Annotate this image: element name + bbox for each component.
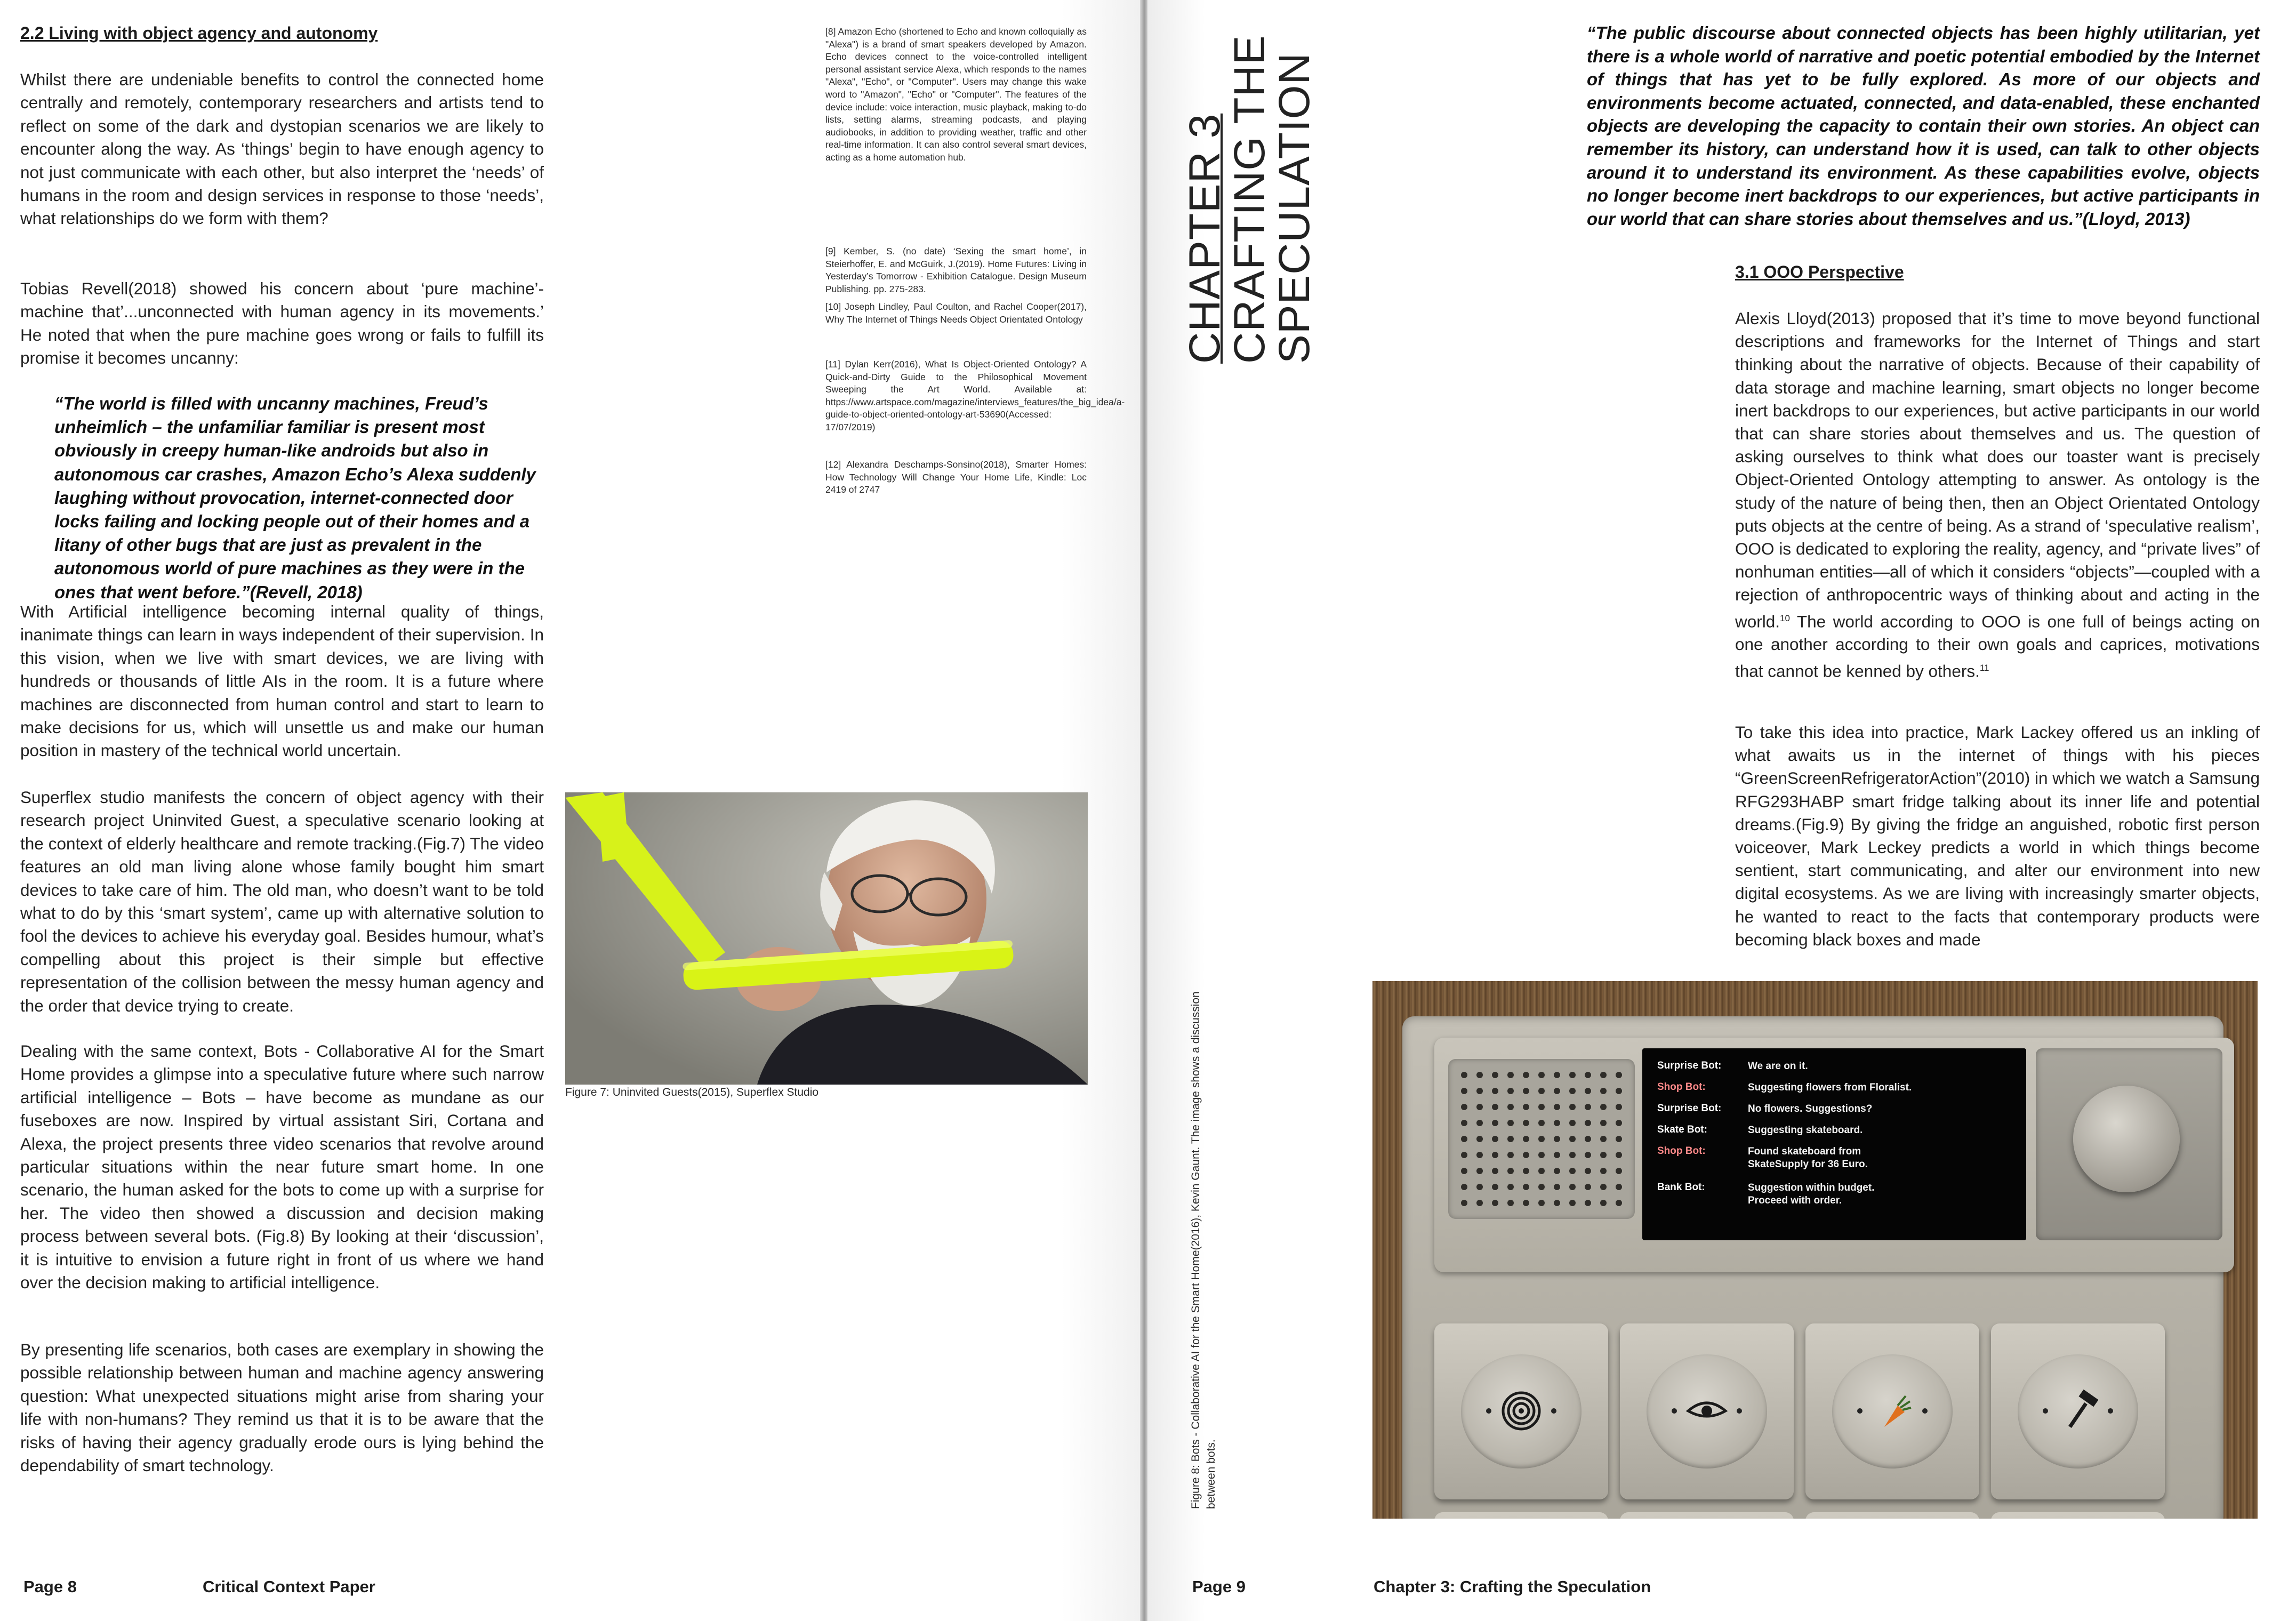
footnote-9: [9] Kember, S. (no date) ‘Sexing the smart home’, in Steierhoffer, E. and McGuirk, J.(2019). Home Futures: Living in Yesterday’s Tomorrow - Exhibition Catalogue. Design Museum Publishing. pp. 275-283. (825, 246, 1087, 294)
speaker-hole (1585, 1104, 1591, 1110)
speaker-hole (1600, 1200, 1607, 1206)
device-button-hammer (1991, 1323, 2165, 1499)
bot-message: Found skateboard from SkateSupply for 36 Euro. (1748, 1146, 1868, 1170)
device-button-eye (1620, 1323, 1794, 1499)
revell-quote: “The world is filled with uncanny machines, Freud’s unheimlich – the unfamiliar familiar is present most obviously in creepy human-like androids but also in autonomous car crashes, Amazon Echo’s Alexa suddenly laughing without provocation, internet-connected door locks failing and locking people out of their homes and a litany of other bugs that are just as prevalent in the autonomous world of pure machines as they were in the ones that went before.”(Revell, 2018) (54, 394, 536, 602)
bot-message: No flowers. Suggestions? (1748, 1103, 1873, 1114)
speaker-hole (1476, 1152, 1483, 1158)
paragraph-intro: Whilst there are undeniable benefits to control the connected home centrally and remotely, contemporary researchers and artists tend to reflect on some of the dark and dystopian scenarios we are likely to encounter along the way. As ‘things’ begin to have enough agency to not just communicate with each other, but also interpret the ‘needs’ of humans in the room and design services in response to those ‘needs’, what relationships do we form with them? (20, 70, 544, 228)
speaker-hole (1492, 1088, 1498, 1094)
speaker-hole (1554, 1088, 1560, 1094)
chapter-title-line-1: CHAPTER 3 (1181, 113, 1229, 364)
speaker-hole (1523, 1200, 1529, 1206)
speaker-hole (1492, 1184, 1498, 1190)
section-heading-2-2: 2.2 Living with object agency and autonomy (20, 23, 378, 43)
speaker-hole (1569, 1184, 1576, 1190)
bot-name: Shop Bot: (1657, 1145, 1706, 1157)
figure-8-caption (1188, 976, 1231, 1509)
speaker-hole (1600, 1120, 1607, 1126)
speaker-hole (1538, 1152, 1545, 1158)
figure-8-caption-text: Figure 8: Bots - Collaborative AI for the Smart Home(2016), Kevin Gaunt. The image shows a discussion between bots. (1190, 991, 1217, 1509)
chapter-title (1181, 22, 1319, 364)
footnote-ref-10: 10 (1780, 613, 1790, 623)
speaker-hole (1492, 1168, 1498, 1174)
speaker-hole (1476, 1184, 1483, 1190)
device-button-carrot (1805, 1323, 1979, 1499)
speaker-hole (1492, 1072, 1498, 1078)
speaker-hole (1616, 1152, 1622, 1158)
speaker-hole (1616, 1184, 1622, 1190)
speaker-hole (1616, 1120, 1622, 1126)
speaker-hole (1616, 1168, 1622, 1174)
paragraph-conclusion: By presenting life scenarios, both cases are exemplary in showing the possible relationship between human and machine agency answering question: What unexpected situations might arise from sharing your life with non-humans? They remind us that it is to be aware that the risks of having their agency gradually erode ours is lying behind the dependability of smart technology. (20, 1340, 544, 1475)
left-page (0, 0, 1141, 1621)
speaker-hole (1538, 1120, 1545, 1126)
speaker-hole (1569, 1072, 1576, 1078)
device-button-lower (1805, 1512, 1979, 1519)
speaker-hole (1507, 1184, 1514, 1190)
speaker-hole (1538, 1184, 1545, 1190)
figure-8-photo (1372, 981, 2258, 1519)
speaker-hole (1554, 1072, 1560, 1078)
speaker-hole (1600, 1088, 1607, 1094)
speaker-hole (1461, 1072, 1467, 1078)
speaker-hole (1507, 1200, 1514, 1206)
speaker-hole (1585, 1152, 1591, 1158)
speaker-hole (1476, 1168, 1483, 1174)
device-top-module (1434, 1038, 2234, 1272)
speaker-hole (1492, 1120, 1498, 1126)
speaker-hole (1600, 1168, 1607, 1174)
speaker-hole (1492, 1152, 1498, 1158)
speaker-hole (1461, 1184, 1467, 1190)
speaker-hole (1585, 1200, 1591, 1206)
speaker-hole (1476, 1088, 1483, 1094)
bot-name: Shop Bot: (1657, 1081, 1706, 1093)
section-heading-3-1: 3.1 OOO Perspective (1735, 262, 1904, 282)
hammer-icon (2033, 1368, 2123, 1454)
speaker-hole (1538, 1200, 1545, 1206)
speaker-hole (1600, 1136, 1607, 1142)
speaker-hole (1554, 1168, 1560, 1174)
speaker-hole (1538, 1072, 1545, 1078)
speaker-dots (1448, 1059, 1635, 1219)
speaker-hole (1523, 1136, 1529, 1142)
speaker-hole (1507, 1152, 1514, 1158)
paragraph-superflex: Superflex studio manifests the concern of object agency with their research project Uninvited Guest, a speculative scenario looking at the context of elderly healthcare and remote tracking.(Fig.7) The video features an old man living alone whose family bought him smart devices to take care of him. The old man, who doesn’t want to be told what to do by this ‘smart system’, came up with alternative solution to fool the devices to achieve his everyday goal. Besides humour, what’s compelling about this project is their simple but effective representation of the collision between the messy human agency and the order that device trying to create. (20, 788, 544, 1015)
speaker-hole (1554, 1184, 1560, 1190)
speaker-hole (1585, 1168, 1591, 1174)
speaker-hole (1554, 1120, 1560, 1126)
speaker-hole (1600, 1152, 1607, 1158)
spiral-icon (1476, 1368, 1567, 1454)
speaker-hole (1461, 1088, 1467, 1094)
speaker-hole (1600, 1184, 1607, 1190)
speaker-hole (1523, 1104, 1529, 1110)
paragraph-ooo-text-cont: The world according to OOO is one full of beings acting on one another according to their own goals and caprices, motivations that cannot be kenned by others. (1735, 612, 2260, 681)
lloyd-quote: “The public discourse about connected objects has been highly utilitarian, yet there is a whole world of narrative and poetic potential embodied by the Internet of things that has yet to be fully explored. As more of our objects and environments become actuated, connected, and data-enabled, these enchanted objects are developing the capacity to contain their own stories. An object can remember its history, can understand how it is used, can talk to other objects around it to understand its environment. As these capabilities evolve, objects no longer become inert backdrops to our experiences, but active participants in our world that can share stories about themselves and us.”(Lloyd, 2013) (1587, 23, 2260, 229)
paragraph-leckey: To take this idea into practice, Mark Lackey offered us an inkling of what awaits us in the internet of things with his pieces “GreenScreenRefrigeratorAction”(2010) in which we watch a Samsung RFG293HABP smart fridge talking about its inner life and potential dreams.(Fig.9) By giving the fridge an anguished, robotic first person voiceover, Mark Leckey predicts a world in which things become sentient, start communicating, and alter our environment into new digital ecosystems. As we are living with increasingly smarter objects, he wanted to react to the facts that contemporary products were becoming black boxes and made (1735, 723, 2260, 949)
speaker-hole (1523, 1152, 1529, 1158)
bot-name: Surprise Bot: (1657, 1060, 1722, 1071)
chapter-title-line-2: CRAFTING THE (1225, 35, 1274, 364)
speaker-hole (1492, 1136, 1498, 1142)
speaker-hole (1507, 1072, 1514, 1078)
dial-knob-icon (2073, 1086, 2180, 1192)
speaker-hole (1461, 1152, 1467, 1158)
speaker-hole (1569, 1152, 1576, 1158)
paragraph-revell: Tobias Revell(2018) showed his concern about ‘pure machine’- machine that’...unconnected with human agency in its movements.’ He noted that when the pure machine goes wrong or fails to fulfill its promise it becomes uncanny: (20, 279, 544, 368)
speaker-hole (1585, 1072, 1591, 1078)
speaker-hole (1523, 1072, 1529, 1078)
speaker-hole (1554, 1200, 1560, 1206)
paragraph-ai: With Artificial intelligence becoming internal quality of things, inanimate things can learn in ways independent of their supervision. In this vision, when we live with smart devices, we are living with hundreds or thousands of little AIs in the room. It is a future where machines are disconnected from human control and start to learn to make decisions for us, which will unsettle us and make our human position in mastery of the technical world uncertain. (20, 602, 544, 760)
speaker-hole (1538, 1168, 1545, 1174)
speaker-hole (1569, 1104, 1576, 1110)
speaker-hole (1554, 1104, 1560, 1110)
device-button-lower (1991, 1512, 2165, 1519)
chapter-title-line-3: SPECULATION (1270, 52, 1319, 364)
speaker-hole (1476, 1104, 1483, 1110)
speaker-hole (1569, 1136, 1576, 1142)
speaker-hole (1476, 1072, 1483, 1078)
speaker-grille-icon (1448, 1059, 1635, 1219)
speaker-hole (1569, 1120, 1576, 1126)
speaker-hole (1569, 1088, 1576, 1094)
speaker-hole (1492, 1200, 1498, 1206)
bot-chat-screen (1642, 1048, 2026, 1240)
bot-message: Suggesting flowers from Floralist. (1748, 1082, 1912, 1093)
bot-name: Surprise Bot: (1657, 1103, 1722, 1114)
paragraph-ooo-text: Alexis Lloyd(2013) proposed that it’s time to move beyond functional descriptions and frameworks for the Internet of Things and start thinking about the narrative of objects. Because of their capability of data storage and machine learning, smart objects no longer become inert backdrops to our experiences, but active participants in our world that can share stories about themselves and us. The question of asking ourselves to think what does our toaster want is precisely Object-Oriented Ontology attempting to answer. As ontology is the study of the nature of being then, then an Object Orientated Ontology puts objects at the centre of being. As a strand of ‘speculative realism’, OOO is dedicated to exploring the reality, agency, and “private lives” of nonhuman entities—all of which it considers “objects”—coupled with a rejection of anthropocentric ways of thinking about and acting in the world. (1735, 309, 2260, 631)
speaker-hole (1523, 1088, 1529, 1094)
speaker-hole (1507, 1088, 1514, 1094)
footer-title: Critical Context Paper (203, 1577, 375, 1596)
device-button-lower (1434, 1512, 1608, 1519)
bots-device (1402, 1016, 2223, 1519)
speaker-hole (1507, 1120, 1514, 1126)
speaker-hole (1616, 1088, 1622, 1094)
speaker-hole (1569, 1200, 1576, 1206)
speaker-hole (1461, 1104, 1467, 1110)
bot-message: We are on it. (1748, 1061, 1808, 1072)
speaker-hole (1461, 1168, 1467, 1174)
device-button-spiral (1434, 1323, 1608, 1499)
footnote-11: [11] Dylan Kerr(2016), What Is Object-Oriented Ontology? A Quick-and-Dirty Guide to the Philosophical Movement Sweeping the Art World. Available at: https://www.artspace.com/magazine/interviews_features/the_big_idea/a-guide-to-object-oriented-ontology-art-53690(Accessed: 17/07/2019) (825, 359, 1125, 432)
speaker-hole (1476, 1200, 1483, 1206)
bot-name: Bank Bot: (1657, 1182, 1705, 1193)
footer-page-number-right: Page 9 (1192, 1577, 1246, 1596)
speaker-hole (1461, 1120, 1467, 1126)
carrot-icon (1847, 1368, 1938, 1454)
footnote-8: [8] Amazon Echo (shortened to Echo and known colloquially as "Alexa") is a brand of smart speakers developed by Amazon. Echo devices connect to the voice-controlled intelligent personal assistant service Alexa, which responds to the names "Alexa", "Echo", or "Computer". Users may change this wake word to "Amazon", "Echo" or "Computer". The features of the device include: voice interaction, music playback, making to-do lists, setting alarms, streaming podcasts, and playing audiobooks, in addition to providing weather, traffic and other real-time information. It can also control several smart devices, acting as a home automation hub. (825, 26, 1087, 163)
figure-7-photo (565, 792, 1088, 1085)
knob-panel (2036, 1048, 2222, 1240)
speaker-hole (1600, 1072, 1607, 1078)
speaker-hole (1507, 1168, 1514, 1174)
speaker-hole (1616, 1200, 1622, 1206)
footnote-10: [10] Joseph Lindley, Paul Coulton, and Rachel Cooper(2017), Why The Internet of Things Needs Object Orientated Ontology (825, 301, 1087, 325)
footer-page-number: Page 8 (23, 1577, 77, 1596)
speaker-hole (1461, 1136, 1467, 1142)
device-button-lower (1620, 1512, 1794, 1519)
speaker-hole (1538, 1136, 1545, 1142)
footnote-12: [12] Alexandra Deschamps-Sonsino(2018), Smarter Homes: How Technology Will Change Your Home Life, Kindle: Loc 2419 of 2747 (825, 459, 1087, 495)
speaker-hole (1585, 1120, 1591, 1126)
paragraph-ooo (1735, 307, 2260, 683)
speaker-hole (1476, 1120, 1483, 1126)
speaker-hole (1507, 1136, 1514, 1142)
speaker-hole (1554, 1152, 1560, 1158)
footer-title-right: Chapter 3: Crafting the Speculation (1374, 1577, 1651, 1596)
speaker-hole (1507, 1104, 1514, 1110)
speaker-hole (1554, 1136, 1560, 1142)
speaker-hole (1476, 1136, 1483, 1142)
speaker-hole (1523, 1120, 1529, 1126)
speaker-hole (1523, 1184, 1529, 1190)
speaker-hole (1461, 1200, 1467, 1206)
bot-name: Skate Bot: (1657, 1124, 1707, 1135)
speaker-hole (1616, 1104, 1622, 1110)
bot-message: Suggestion within budget. Proceed with order. (1748, 1182, 1875, 1206)
speaker-hole (1585, 1184, 1591, 1190)
speaker-hole (1616, 1072, 1622, 1078)
speaker-hole (1616, 1136, 1622, 1142)
speaker-hole (1538, 1104, 1545, 1110)
speaker-hole (1538, 1088, 1545, 1094)
speaker-hole (1523, 1168, 1529, 1174)
speaker-hole (1569, 1168, 1576, 1174)
uninvited-guest-photo-illustration (565, 792, 1088, 1085)
speaker-hole (1585, 1136, 1591, 1142)
figure-7-caption: Figure 7: Uninvited Guests(2015), Superflex Studio (565, 1086, 819, 1098)
footnote-ref-11: 11 (1979, 662, 1989, 673)
speaker-hole (1585, 1088, 1591, 1094)
speaker-hole (1600, 1104, 1607, 1110)
speaker-hole (1492, 1104, 1498, 1110)
eye-icon (1661, 1368, 1752, 1454)
bot-message: Suggesting skateboard. (1748, 1125, 1863, 1136)
paragraph-bots: Dealing with the same context, Bots - Collaborative AI for the Smart Home provides a glimpse into a speculative future where such narrow artificial intelligence – Bots – have become as mundane as our fuseboxes are now. Inspired by virtual assistant Siri, Cortana and Alexa, the project presents three video scenarios that revolve around particular situations within the near future smart home. In one scenario, the human asked for the bots to come up with a surprise for her. The video then showed a discussion and decision making process between several bots. (Fig.8) By looking at their ‘discussion’, it is intuitive to envision a future right in front of us where we hand over the decision making to artificial intelligence. (20, 1041, 544, 1293)
